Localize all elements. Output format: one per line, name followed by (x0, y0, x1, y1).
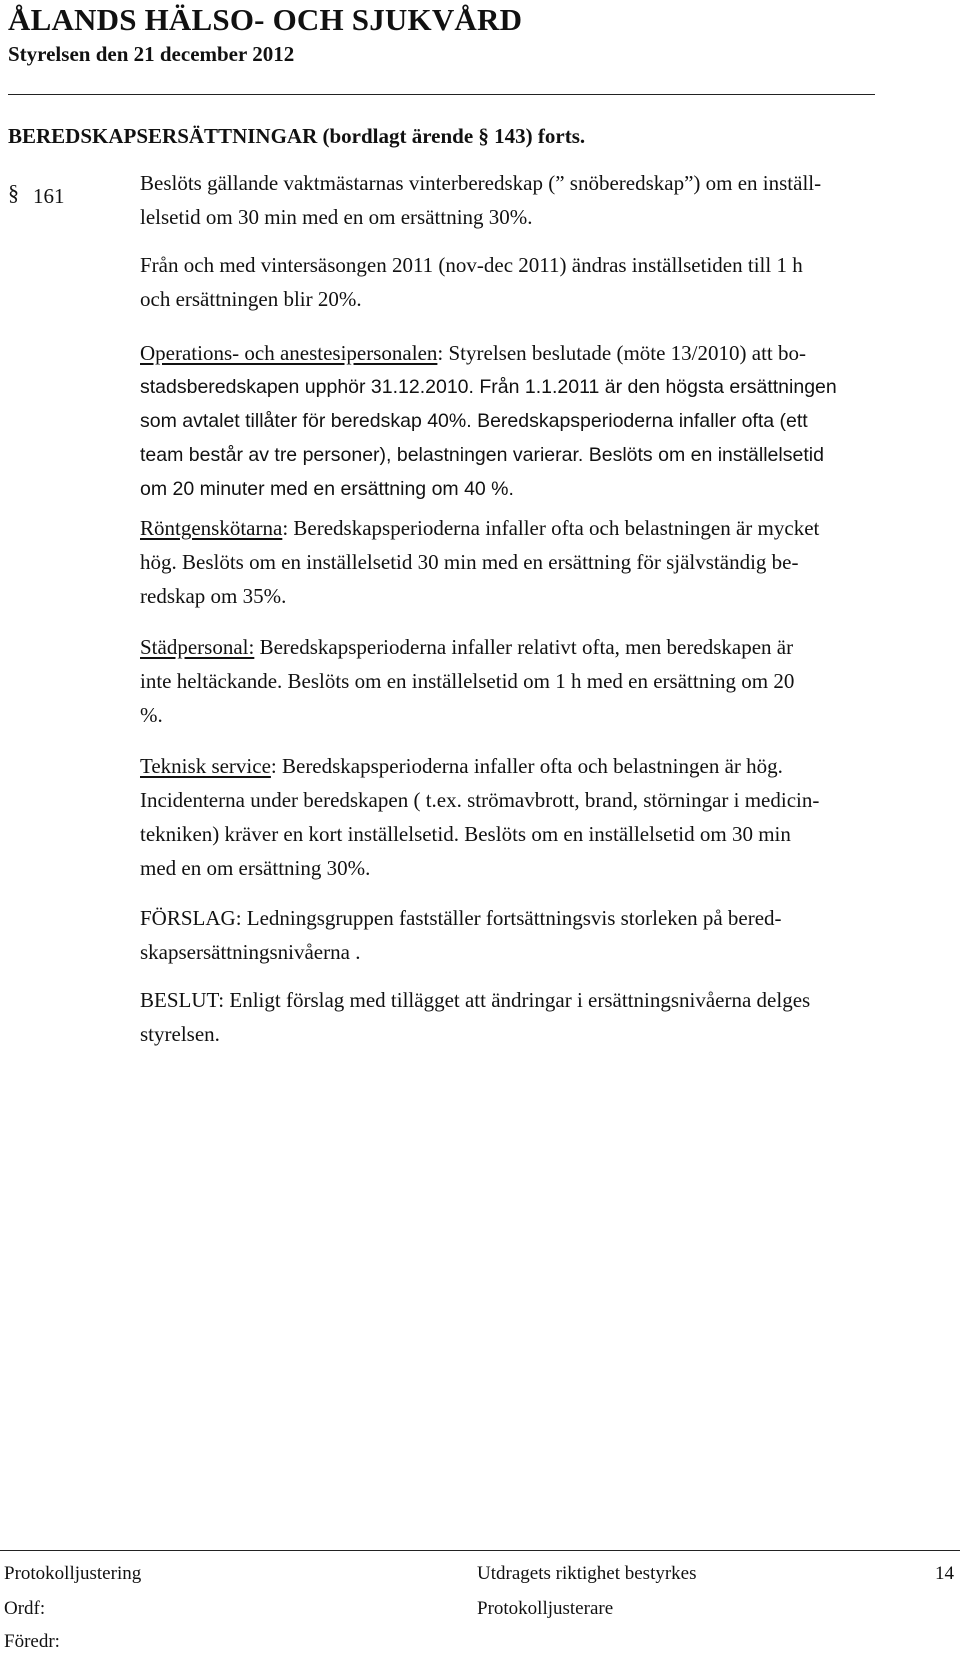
text-line (140, 630, 794, 664)
paragraph-label: Operations- och anestesipersonalen (140, 341, 438, 365)
text-line: med en om ersättning 30%. (140, 856, 371, 880)
text-line: Beslöts gällande vaktmästarnas vinterberedskap (” snöberedskap”) om en inställ- (140, 171, 822, 195)
item-number: 161 (33, 184, 65, 208)
text-line: om 20 minuter med en ersättning om 40 %. (140, 478, 514, 500)
text-line: Incidenterna under beredskapen ( t.ex. strömavbrott, brand, störningar i medicin- (140, 788, 820, 812)
paragraph-technical-service (140, 749, 819, 885)
text-line: lelsetid om 30 min med en om ersättning 30%. (140, 205, 533, 229)
paragraph-sign: § (8, 180, 19, 205)
section-heading: BEREDSKAPSERSÄTTNINGAR (bordlagt ärende § 143) forts. (8, 124, 586, 148)
paragraph-winter-season (140, 248, 803, 316)
text-line (140, 901, 782, 935)
text-line: stadsberedskapen upphör 31.12.2010. Från 1.1.2011 är den högsta ersättningen (140, 376, 837, 398)
text-fragment: Beredskapsperioderna infaller relativt ofta, men beredskapen är (254, 635, 794, 659)
paragraph-label: Teknisk service (140, 754, 271, 778)
paragraph-proposal (140, 901, 782, 969)
text-line (140, 749, 819, 783)
text-line: tekniken) kräver en kort inställelsetid. Beslöts om en inställelsetid om 30 min (140, 822, 791, 846)
paragraph-label: Städpersonal: (140, 635, 255, 659)
paragraph-operations-anesthesia (140, 336, 837, 506)
text-fragment: : Beredskapsperioderna infaller ofta och belastningen är hög. (270, 754, 783, 778)
text-line: BESLUT: Enligt förslag med tillägget att ändringar i ersättningsnivåerna delges (140, 988, 811, 1012)
text-line: hög. Beslöts om en inställelsetid 30 min med en ersättning för självständig be- (140, 550, 799, 574)
footer-divider (0, 1550, 960, 1551)
text-line: %. (140, 703, 163, 727)
text-fragment: : Beredskapsperioderna infaller ofta och belastningen är mycket (282, 516, 820, 540)
board-meeting-date: Styrelsen den 21 december 2012 (8, 42, 295, 66)
paragraph-label: Röntgenskötarna (140, 516, 283, 540)
page-number: 14 (935, 1563, 954, 1584)
paragraph-caretakers (140, 166, 821, 234)
text-line: Från och med vintersäsongen 2011 (nov-dec 2011) ändras inställsetiden till 1 h (140, 253, 803, 277)
paragraph-decision (140, 983, 810, 1051)
footer-presenter-label: Föredr: (4, 1631, 60, 1652)
text-line: redskap om 35%. (140, 584, 287, 608)
footer-protocol-check: Protokolljustering (4, 1563, 142, 1584)
paragraph-cleaning-staff (140, 630, 794, 732)
text-line: inte heltäckande. Beslöts om en inställelsetid om 1 h med en ersättning om 20 (140, 669, 795, 693)
text-line: som avtalet tillåter för beredskap 40%. Beredskapsperioderna infaller ofta (ett (140, 410, 808, 432)
footer-chair-label: Ordf: (4, 1598, 46, 1619)
text-fragment: : Styrelsen beslutade (möte 13/2010) att bo- (437, 341, 806, 365)
footer-certification: Utdragets riktighet bestyrkes (477, 1563, 697, 1584)
text-line: team består av tre personer), belastningen varierar. Beslöts om en inställelsetid (140, 444, 824, 466)
footer-checkers-label: Protokolljusterare (477, 1598, 614, 1619)
organization-title: ÅLANDS HÄLSO- OCH SJUKVÅRD (8, 2, 523, 37)
text-line: styrelsen. (140, 1022, 220, 1046)
text-fragment: Ledningsgruppen fastställer fortsättningsvis storleken på bered- (241, 906, 782, 930)
proposal-label: FÖRSLAG: (140, 906, 242, 930)
text-line: och ersättningen blir 20%. (140, 287, 362, 311)
paragraph-radiology (140, 511, 819, 613)
header-divider (8, 94, 875, 95)
text-line: skapsersättningsnivåerna . (140, 940, 361, 964)
text-line (140, 511, 819, 545)
text-line (140, 336, 837, 370)
